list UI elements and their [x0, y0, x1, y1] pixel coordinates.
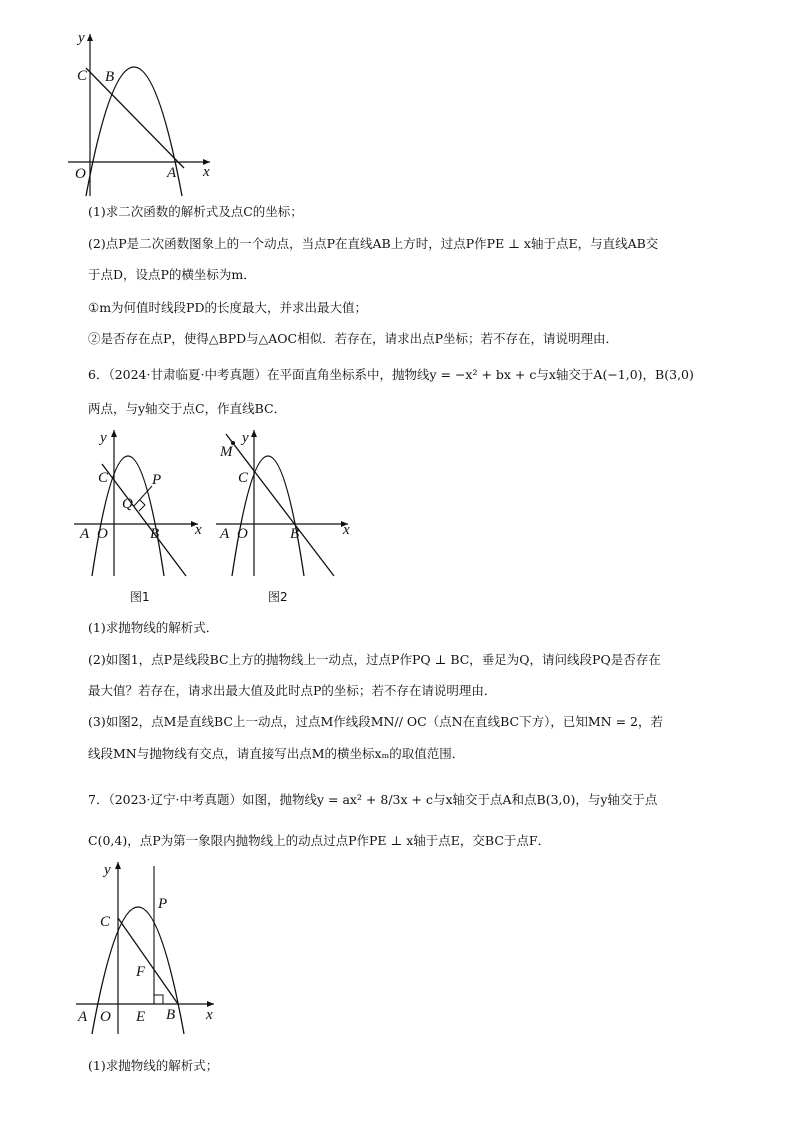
label-x: x	[206, 1007, 213, 1023]
q7-part1: (1)求抛物线的解析式；	[88, 1058, 219, 1073]
label-e: E	[136, 1009, 146, 1025]
q6-part3-line1: (3)如图2，点M是直线BC上一动点，过点M作线段MN// OC（点N在直线BC下方），已知MN = 2，若	[88, 714, 663, 729]
label-b: B	[290, 526, 300, 542]
label-y: y	[78, 30, 85, 46]
line-bc	[226, 434, 334, 576]
label-p: P	[158, 896, 168, 912]
q6-graph-2	[212, 426, 352, 606]
q7-figure	[70, 856, 230, 1036]
label-x: x	[203, 164, 210, 180]
label-o: O	[75, 166, 86, 182]
label-c: C	[238, 470, 249, 486]
q5-sub1: ①m为何值时线段PD的长度最大，并求出最大值；	[88, 300, 367, 315]
line-bc	[118, 918, 178, 1004]
label-y: y	[100, 430, 107, 446]
q6-stem-line1: 6．（2024·甘肃临夏·中考真题）在平面直角坐标系中，抛物线y = −x² + bx + c与x轴交于A(−1,0)，B(3,0)	[88, 367, 694, 382]
label-a: A	[80, 526, 90, 542]
label-m: M	[220, 444, 233, 460]
q7-stem-line1: 7．（2023·辽宁·中考真题）如图，抛物线y = ax² + 8/3x + c与x轴交于点A和点B(3,0)，与y轴交于点	[88, 792, 658, 807]
label-c: C	[98, 470, 109, 486]
q6-graph-1	[70, 426, 210, 606]
label-y: y	[104, 862, 111, 878]
label-x: x	[343, 522, 350, 538]
q5-part2-line1: (2)点P是二次函数图象上的一个动点，当点P在直线AB上方时，过点P作PE ⊥ x轴于点E，与直线AB交	[88, 236, 659, 251]
y-axis-arrow	[115, 862, 121, 869]
right-angle-mark	[154, 995, 163, 1004]
label-c: C	[77, 68, 88, 84]
caption-fig2: 图2	[268, 590, 288, 604]
label-a: A	[78, 1009, 88, 1025]
y-axis-arrow	[111, 430, 117, 437]
q5-part1: (1)求二次函数的解析式及点C的坐标；	[88, 204, 303, 219]
q6-part2-line2: 最大值？若存在，请求出最大值及此时点P的坐标；若不存在请说明理由．	[88, 683, 497, 698]
q5-graph	[60, 28, 220, 198]
q6-part3-line2: 线段MN与抛物线有交点，请直接写出点M的横坐标xₘ的取值范围．	[88, 746, 465, 761]
label-b: B	[150, 526, 160, 542]
label-f: F	[136, 964, 146, 980]
label-b: B	[105, 69, 115, 85]
label-a: A	[220, 526, 230, 542]
label-y: y	[242, 430, 249, 446]
q6-figure-2	[212, 426, 352, 606]
label-x: x	[195, 522, 202, 538]
q6-stem-line2: 两点，与y轴交于点C，作直线BC．	[88, 401, 287, 416]
q5-sub2: ②是否存在点P，使得△BPD与△AOC相似．若存在，请求出点P坐标；若不存在，请说明理由．	[88, 331, 619, 346]
q5-part2-line2: 于点D，设点P的横坐标为m．	[88, 267, 256, 282]
q7-graph	[70, 856, 230, 1036]
label-o: O	[100, 1009, 111, 1025]
right-angle-mark	[139, 500, 145, 511]
q7-stem-line2: C(0,4)，点P为第一象限内抛物线上的动点过点P作PE ⊥ x轴于点E，交BC于点F．	[88, 833, 551, 848]
q5-figure	[60, 28, 220, 198]
label-p: P	[152, 472, 162, 488]
q6-part2-line1: (2)如图1，点P是线段BC上方的抛物线上一动点，过点P作PQ ⊥ BC，垂足为Q，请问线段PQ是否存在	[88, 652, 661, 667]
label-a: A	[167, 165, 177, 181]
q6-part1: (1)求抛物线的解析式．	[88, 620, 219, 635]
y-axis-arrow	[251, 430, 257, 437]
label-q: Q	[122, 496, 133, 512]
label-o: O	[237, 526, 248, 542]
label-o: O	[97, 526, 108, 542]
caption-fig1: 图1	[130, 590, 150, 604]
q6-figure-1	[70, 426, 210, 606]
label-c: C	[100, 914, 111, 930]
label-b: B	[166, 1007, 176, 1023]
line-ab	[86, 68, 184, 168]
y-axis-arrow	[87, 34, 93, 41]
